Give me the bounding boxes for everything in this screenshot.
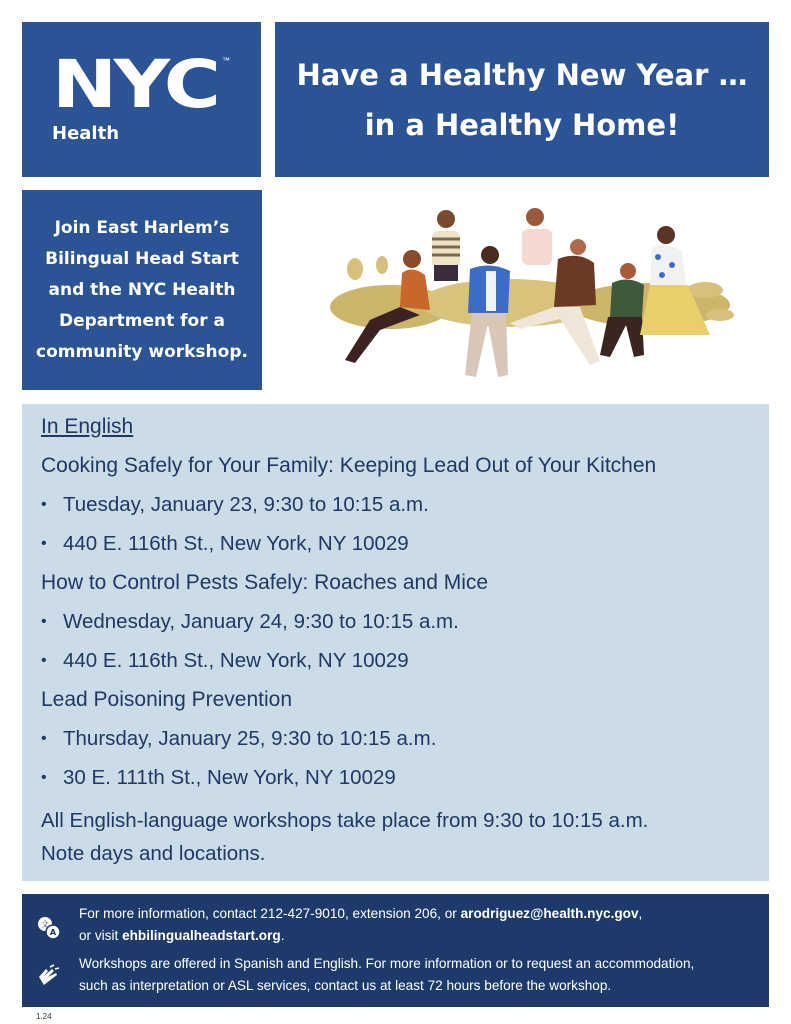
nyc-health-logo bbox=[22, 22, 261, 177]
version-label: 1.24 bbox=[36, 1012, 52, 1021]
bullet-icon: • bbox=[41, 535, 47, 552]
nyc-logo-text: NYC bbox=[52, 46, 218, 123]
community-group-illustration bbox=[310, 195, 740, 390]
website-link[interactable]: ehbilingualheadstart.org bbox=[122, 928, 281, 943]
workshop-date: Thursday, January 25, 9:30 to 10:15 a.m. bbox=[63, 727, 437, 750]
bullet-icon: • bbox=[41, 613, 47, 630]
intro-line: Department for a bbox=[58, 310, 226, 331]
workshop-location: 30 E. 111th St., New York, NY 10029 bbox=[63, 766, 396, 789]
svg-text:文: 文 bbox=[41, 920, 49, 929]
intro-line: community workshop. bbox=[36, 341, 248, 362]
list-item bbox=[41, 492, 769, 518]
intro-box bbox=[22, 190, 262, 390]
access-line-1: Workshops are offered in Spanish and English. For more information or to request an accommodation, bbox=[79, 956, 695, 971]
access-line-2: such as interpretation or ASL services, contact us at least 72 hours before the workshop. bbox=[79, 978, 612, 993]
workshop-title: Lead Poisoning Prevention bbox=[41, 688, 293, 711]
language-heading: In English bbox=[41, 415, 134, 438]
list-item bbox=[41, 609, 769, 635]
contact-punct: . bbox=[280, 928, 285, 943]
email-link[interactable]: arodriguez@health.nyc.gov bbox=[460, 906, 639, 921]
workshop-date: Tuesday, January 23, 9:30 to 10:15 a.m. bbox=[63, 493, 429, 516]
svg-text:A: A bbox=[49, 928, 57, 937]
title-line-2: in a Healthy Home! bbox=[364, 107, 680, 142]
contact-punct: , bbox=[638, 906, 643, 921]
list-item bbox=[41, 726, 769, 752]
title-line-1: Have a Healthy New Year … bbox=[296, 57, 748, 92]
contact-line-1 bbox=[79, 903, 642, 925]
bullet-icon: • bbox=[41, 769, 47, 786]
list-item bbox=[41, 765, 769, 791]
workshop-title: How to Control Pests Safely: Roaches and Mice bbox=[41, 571, 489, 594]
contact-text: For more information, contact 212-427-9010, extension 206, or bbox=[79, 906, 461, 921]
sign-language-icon bbox=[36, 963, 62, 989]
workshop-info-panel bbox=[22, 404, 769, 881]
intro-line: Bilingual Head Start bbox=[45, 248, 239, 269]
nyc-logo-tm: ™ bbox=[222, 56, 230, 65]
workshop-title: Cooking Safely for Your Family: Keeping Lead Out of Your Kitchen bbox=[41, 454, 657, 477]
schedule-note bbox=[41, 804, 769, 870]
schedule-note-line-1: All English-language workshops take place from 9:30 to 10:15 a.m. bbox=[41, 809, 649, 832]
contact-line-2 bbox=[79, 925, 284, 947]
people-illustration bbox=[310, 195, 740, 390]
workshop-location: 440 E. 116th St., New York, NY 10029 bbox=[63, 532, 409, 555]
bullet-icon: • bbox=[41, 730, 47, 747]
bullet-icon: • bbox=[41, 496, 47, 513]
page-title bbox=[275, 22, 769, 177]
contact-footer bbox=[22, 894, 769, 1007]
language-access-icon bbox=[36, 915, 62, 941]
nyc-logo-health: Health bbox=[52, 123, 120, 144]
intro-line: Join East Harlem’s bbox=[54, 217, 230, 238]
workshop-location: 440 E. 116th St., New York, NY 10029 bbox=[63, 649, 409, 672]
schedule-note-line-2: Note days and locations. bbox=[41, 842, 266, 865]
workshop-date: Wednesday, January 24, 9:30 to 10:15 a.m. bbox=[63, 610, 459, 633]
list-item bbox=[41, 648, 769, 674]
contact-visit-text: or visit bbox=[79, 928, 123, 943]
intro-line: and the NYC Health bbox=[48, 279, 236, 300]
list-item bbox=[41, 531, 769, 557]
bullet-icon: • bbox=[41, 652, 47, 669]
